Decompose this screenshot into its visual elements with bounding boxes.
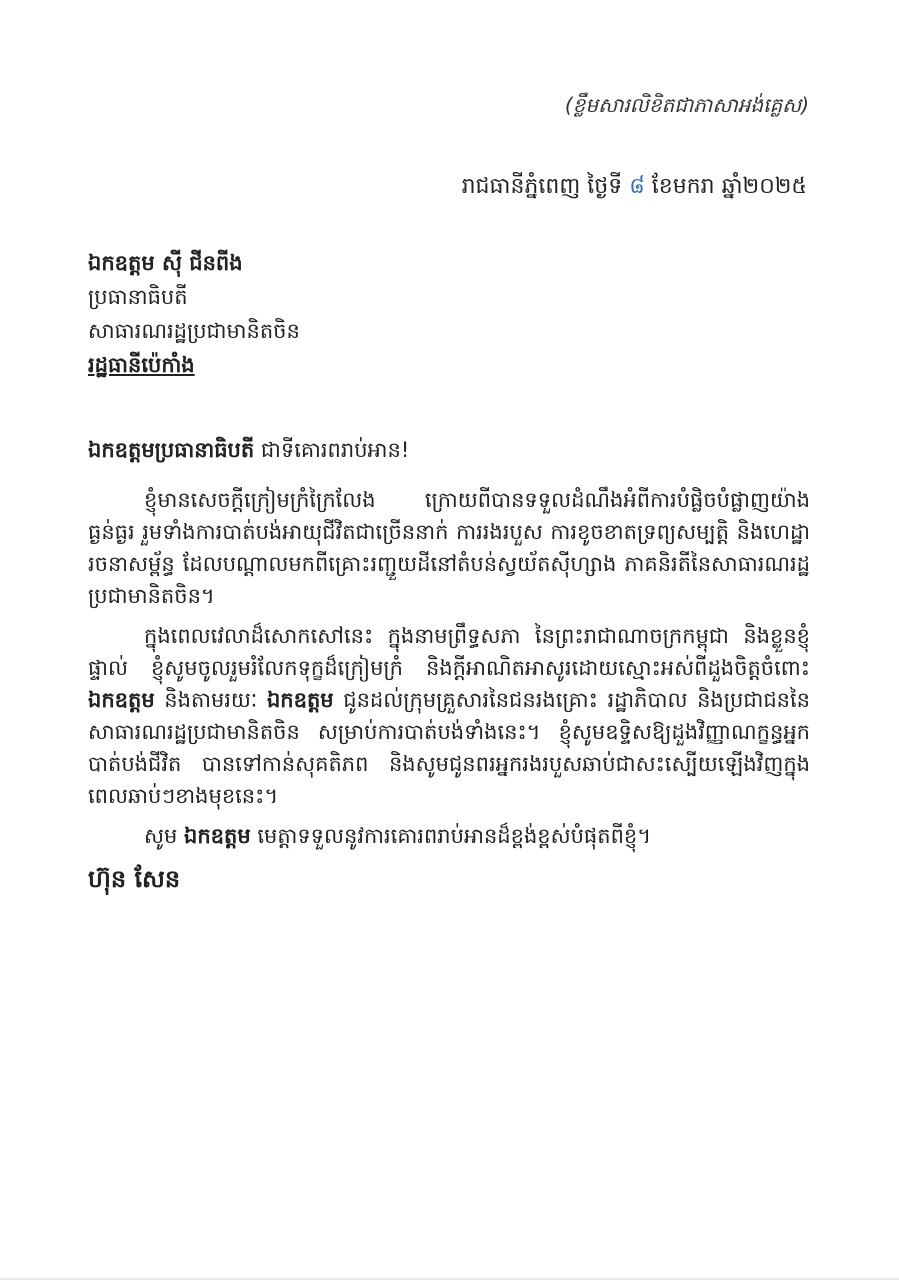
p2-text-d: ជូនដល់ក្រុមគ្រួសារនៃជនរងគ្រោះ រដ្ឋាភិបាល និងប្រជាជននៃសាធារណរដ្ឋប្រជាមានិតចិន សម្រាប់ការបាត់បង់ទាំងនេះ។ ខ្ញុំសូមឧទ្ទិសឱ្យដួងវិញ្ញាណក្ខន្ធអ្នកបាត់បង់ជីវិត បានទៅកាន់សុគតិភព និងសូមជូនពរអ្នករងរបួសឆាប់ជាសះស្បើយឡើងវិញក្នុងពេលឆាប់ៗខាងមុខនេះ។ [88,688,810,808]
recipient-address [88,246,300,382]
salutation-text: ជាទីគោរពរាប់អាន! [254,438,410,462]
translation-note: (ខ្លឹមសារលិខិតជាភាសាអង់គ្លេស) [564,93,809,117]
paragraph-3 [88,820,810,852]
signature: ហ៊ុន សែន [88,865,181,893]
p3-text-c: មេត្តាទទួលនូវការគោរពរាប់អានដ៏ខ្ពង់ខ្ពស់បំផុតពីខ្ញុំ។ [250,824,652,848]
p3-bold: ឯកឧត្តម [184,824,251,848]
p2-bold-1: ឯកឧត្តម [88,688,155,712]
recipient-city: រដ្ឋធានីប៉េកាំង [88,353,195,377]
p2-text-c: និងតាមរយៈ [154,688,267,712]
salutation [88,437,409,468]
date-suffix: ខែមករា ឆ្នាំ២០២៥ [644,174,807,199]
salutation-title: ឯកឧត្តមប្រធានាធិបតី [88,438,255,462]
recipient-name: ឯកឧត្តម ស៊ី ជីនពីង [88,251,243,275]
recipient-country: សាធារណរដ្ឋប្រជាមានិតចិន [88,319,300,343]
date-line [462,172,807,204]
p2-bold-2: ឯកឧត្តម [266,688,334,712]
date-prefix: រាជធានីភ្នំពេញ ថ្ងៃទី [461,174,630,199]
p3-text-a: សូម [144,824,185,848]
p2-text-a: ក្នុងពេលវេលាដ៏សោកសៅនេះ ក្នុងនាមព្រឹទ្ធសភា នៃព្រះរាជាណាចក្រកម្ពុជា និងខ្លួនខ្ញុំផ្ទាល់ ខ្ញុំសូមចូលរួមរំលែកទុក្ខដ៏ក្រៀមក្រំ និងក្តីអាណិតអាសូរដោយស្មោះអស់ពីដួងចិត្តចំពោះ [88,624,810,680]
date-day: ៨ [629,174,645,199]
paragraph-2 [88,620,810,812]
recipient-title: ប្រធានាធិបតី [88,285,188,309]
letter-body [88,484,810,860]
paragraph-1: ខ្ញុំមានសេចក្តីក្រៀមក្រំក្រៃលែង ក្រោយពីបានទទួលដំណឹងអំពីការបំផ្លិចបំផ្លាញយ៉ាងធ្ងន់ធ្ងរ រួមទាំងការបាត់បង់អាយុជីវិតជាច្រើននាក់ ការរងរបួស ការខូចខាតទ្រព្យសម្បត្តិ និងហេដ្ឋារចនាសម្ព័ន្ធ ដែលបណ្តាលមកពីគ្រោះរញ្ជួយដីនៅតំបន់ស្វយ័តស៊ីហ្សាង ភាគនិរតីនៃសាធារណរដ្ឋប្រជាមានិតចិន។ [88,488,810,608]
